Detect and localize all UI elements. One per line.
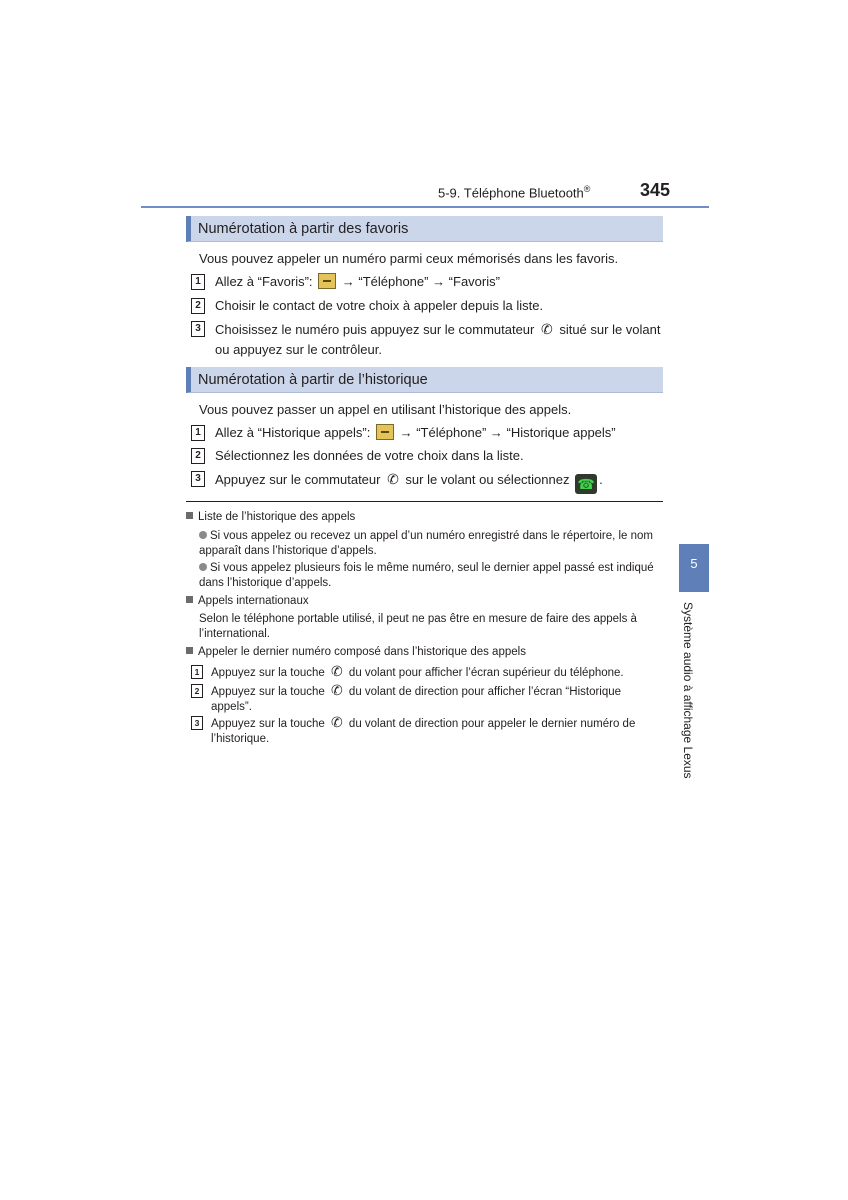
running-header: 5-9. Téléphone Bluetooth®: [438, 184, 591, 201]
phone-switch-icon: ✆: [331, 682, 343, 698]
phone-switch-icon: ✆: [387, 471, 399, 487]
note-bullet-1: Si vous appelez ou recevez un appel d’un numéro enregistré dans le répertoire, le nom apparaît dans l’historique d’appels.: [199, 530, 654, 557]
section-title-favorites: Numérotation à partir des favoris: [186, 216, 663, 242]
section-intro-favorites: Vous pouvez appeler un numéro parmi ceux mémorisés dans les favoris.: [199, 251, 619, 266]
chapter-tab: 5: [679, 544, 709, 592]
step-number: 2: [191, 298, 205, 314]
chapter-label: Système audio à affichage Lexus: [681, 602, 695, 779]
note-title-redial: Appeler le dernier numéro composé dans l’historique des appels: [186, 645, 526, 660]
note-title-history: Liste de l’historique des appels: [186, 510, 355, 525]
phone-switch-icon: ✆: [331, 714, 343, 730]
phone-switch-icon: ✆: [540, 321, 553, 337]
page-number: 345: [640, 180, 671, 200]
step-number: 3: [191, 321, 205, 337]
step-number: 3: [191, 471, 205, 487]
menu-button-icon: [376, 424, 394, 440]
section-title-history: Numérotation à partir de l’historique: [186, 367, 663, 393]
header-rule: [141, 206, 709, 208]
note-bullet-2: Si vous appelez plusieurs fois le même numéro, seul le dernier appel passé est indiqué dans l’historique d’appels.: [199, 562, 654, 589]
step-number: 3: [191, 716, 203, 730]
redial-step-3: 3 Appuyez sur la touche ✆ du volant de direction pour appeler le dernier numéro de l’historique.: [191, 715, 661, 730]
note-international-text: Selon le téléphone portable utilisé, il peut ne pas être en mesure de faire des appels à l’international.: [199, 613, 637, 640]
redial-step-1: 1 Appuyez sur la touche ✆ du volant pour afficher l’écran supérieur du téléphone.: [191, 664, 661, 679]
dot-bullet-icon: [199, 563, 207, 571]
dot-bullet-icon: [199, 531, 207, 539]
step-number: 1: [191, 274, 205, 290]
step-number: 2: [191, 684, 203, 698]
step-number: 1: [191, 425, 205, 441]
square-bullet-icon: [186, 647, 193, 654]
step-number: 1: [191, 665, 203, 679]
redial-step-2: 2 Appuyez sur la touche ✆ du volant de direction pour afficher l’écran “Historique appels”.: [191, 683, 661, 698]
square-bullet-icon: [186, 512, 193, 519]
section-intro-history: Vous pouvez passer un appel en utilisant l’historique des appels.: [199, 402, 572, 417]
note-title-international: Appels internationaux: [186, 594, 309, 609]
menu-button-icon: [318, 273, 336, 289]
notes-divider: [186, 501, 663, 502]
phone-switch-icon: ✆: [331, 663, 343, 679]
call-button-icon: ☎: [575, 474, 597, 494]
step-number: 2: [191, 448, 205, 464]
square-bullet-icon: [186, 596, 193, 603]
